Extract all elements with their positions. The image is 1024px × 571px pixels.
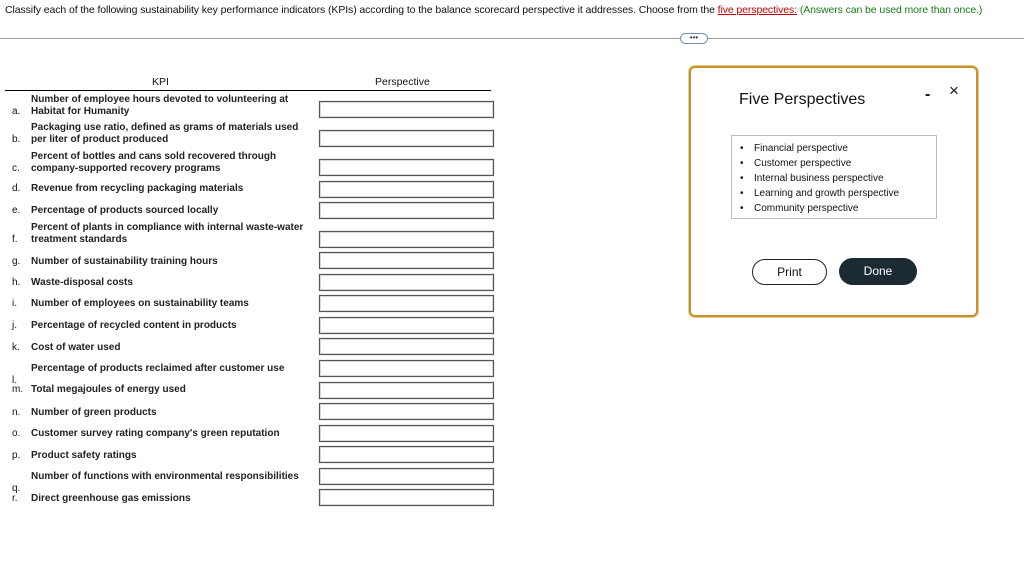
kpi-label: Number of green products (31, 407, 157, 418)
perspective-list-item (740, 186, 899, 201)
kpi-label: Percent of bottles and cans sold recovered through company-supported recovery programs (31, 151, 277, 174)
kpi-letter: d. (12, 183, 21, 194)
perspective-answer-input[interactable] (319, 403, 494, 420)
five-perspectives-link[interactable]: five perspectives (717, 4, 795, 16)
panel-title: Five Perspectives (739, 91, 866, 108)
perspective-answer-input[interactable] (319, 130, 494, 147)
kpi-letter: b. (12, 134, 21, 145)
perspective-answer-input[interactable] (319, 468, 494, 485)
kpi-letter: a. (12, 106, 21, 117)
kpi-label: Percentage of recycled content in products (31, 320, 237, 331)
more-options-button[interactable]: ••• (680, 33, 708, 44)
kpi-label: Percent of plants in compliance with internal waste-water treatment standards (31, 222, 304, 245)
perspective-answer-input[interactable] (319, 181, 494, 198)
perspective-label: Internal business perspective (754, 173, 884, 184)
kpi-letter: l. (12, 375, 17, 386)
perspective-label: Financial perspective (754, 143, 848, 154)
perspective-answer-input[interactable] (319, 295, 494, 312)
kpi-label: Direct greenhouse gas emissions (31, 493, 191, 504)
perspective-answer-input[interactable] (319, 231, 494, 248)
kpi-label: Revenue from recycling packaging materials (31, 183, 244, 194)
bullet-icon: • (740, 188, 744, 199)
perspectives-list (740, 141, 899, 216)
kpi-label: Cost of water used (31, 342, 121, 353)
perspective-list-item (740, 171, 899, 186)
kpi-letter: c. (12, 163, 20, 174)
close-icon[interactable]: × (949, 81, 959, 100)
perspective-answer-input[interactable] (319, 489, 494, 506)
perspective-answer-input[interactable] (319, 338, 494, 355)
perspective-answer-input[interactable] (319, 317, 494, 334)
kpi-letter: p. (12, 450, 21, 461)
perspective-answer-input[interactable] (319, 274, 494, 291)
perspective-column-header: Perspective (375, 76, 430, 88)
perspective-answer-input[interactable] (319, 252, 494, 269)
kpi-letter: j. (12, 320, 17, 331)
perspective-answer-input[interactable] (319, 202, 494, 219)
perspective-answer-input[interactable] (319, 446, 494, 463)
kpi-label: Packaging use ratio, defined as grams of materials used per liter of product produced (31, 122, 299, 145)
bullet-icon: • (740, 158, 744, 169)
perspective-label: Customer perspective (754, 158, 852, 169)
instruction-text (5, 4, 982, 16)
perspective-answer-input[interactable] (319, 382, 494, 399)
instruction-note: (Answers can be used more than once.) (797, 4, 983, 16)
kpi-label: Number of employee hours devoted to volunteering at Habitat for Humanity (31, 94, 289, 117)
bullet-icon: • (740, 173, 744, 184)
perspectives-list-box (731, 135, 937, 219)
perspective-answer-input[interactable] (319, 101, 494, 118)
print-button[interactable]: Print (752, 259, 827, 285)
perspective-answer-input[interactable] (319, 425, 494, 442)
kpi-column-header: KPI (152, 76, 169, 88)
bullet-icon: • (740, 143, 744, 154)
kpi-letter: f. (12, 234, 18, 245)
instruction-prefix: Classify each of the following sustainability key performance indicators (KPIs) according to the balance scorecard perspective it addresses. Choose from the (5, 4, 718, 16)
kpi-letter: h. (12, 277, 21, 288)
kpi-label: Number of functions with environmental responsibilities (31, 471, 299, 482)
kpi-letter: n. (12, 407, 21, 418)
kpi-label: Total megajoules of energy used (31, 384, 186, 395)
kpi-letter: e. (12, 205, 21, 216)
kpi-label: Number of employees on sustainability teams (31, 298, 249, 309)
kpi-letter: m. (12, 384, 24, 395)
header-rule (5, 90, 491, 91)
kpi-label: Waste-disposal costs (31, 277, 133, 288)
kpi-letter: k. (12, 342, 20, 353)
perspective-label: Community perspective (754, 203, 859, 214)
minimize-icon[interactable]: - (925, 86, 931, 103)
kpi-letter: i. (12, 298, 17, 309)
kpi-letter: g. (12, 256, 21, 267)
kpi-letter: q. (12, 483, 21, 494)
kpi-label: Percentage of products sourced locally (31, 205, 219, 216)
kpi-label: Percentage of products reclaimed after customer use (31, 363, 285, 374)
bullet-icon: • (740, 203, 744, 214)
five-perspectives-panel (689, 66, 978, 317)
perspective-label: Learning and growth perspective (754, 188, 900, 199)
kpi-label: Customer survey rating company's green reputation (31, 428, 280, 439)
perspective-list-item (740, 201, 899, 216)
perspective-list-item (740, 156, 899, 171)
kpi-letter: o. (12, 428, 21, 439)
done-button[interactable]: Done (839, 258, 917, 285)
perspective-answer-input[interactable] (319, 360, 494, 377)
instruction-colon: : (794, 4, 798, 16)
kpi-letter: r. (12, 493, 18, 504)
kpi-label: Product safety ratings (31, 450, 137, 461)
perspective-answer-input[interactable] (319, 159, 494, 176)
kpi-label: Number of sustainability training hours (31, 256, 218, 267)
perspective-list-item (740, 141, 899, 156)
divider (0, 38, 1024, 39)
